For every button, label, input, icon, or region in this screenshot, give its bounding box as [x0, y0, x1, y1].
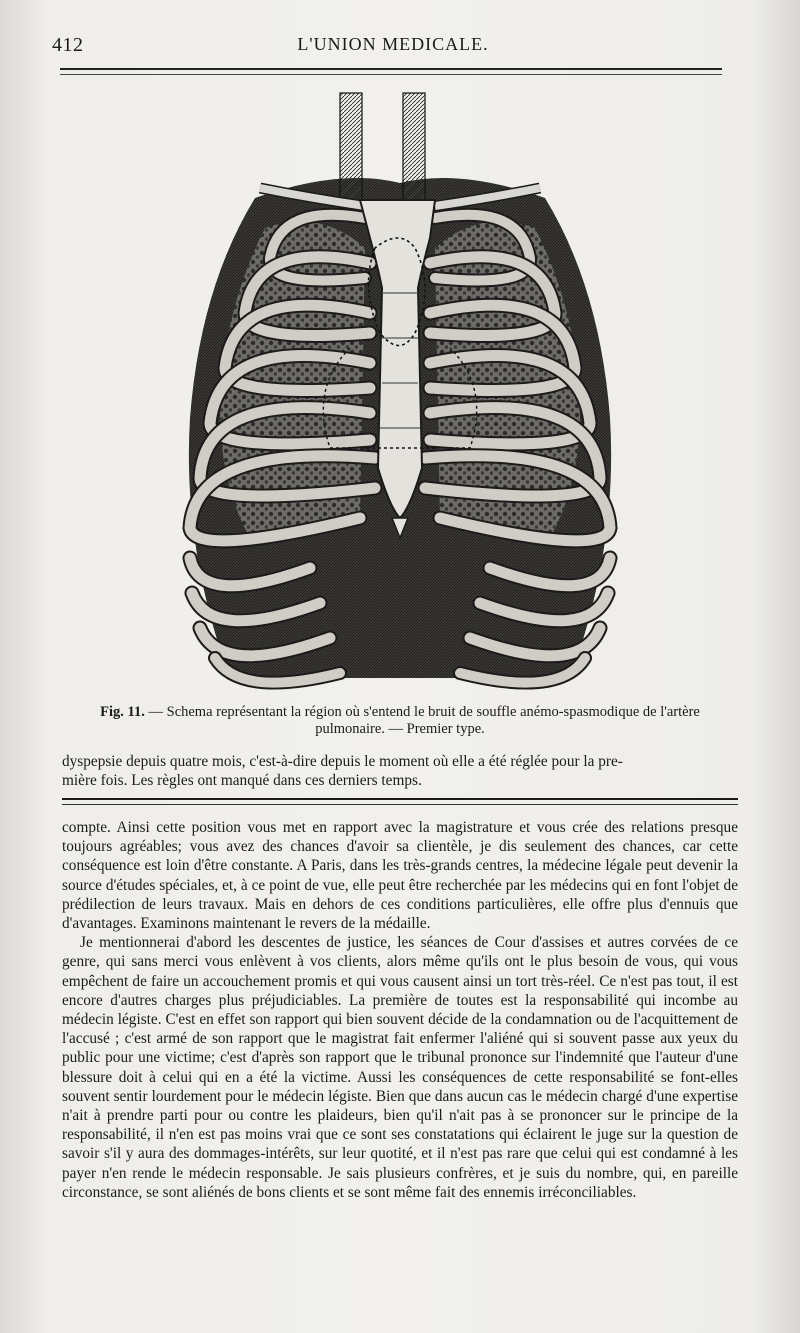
- section-divider-thin: [62, 804, 738, 805]
- case-continuation-paragraph: [62, 752, 738, 790]
- figure-caption: [80, 704, 720, 738]
- header-rule-thin: [60, 74, 722, 75]
- rib-cage-illustration: [160, 88, 640, 700]
- page-header: [48, 34, 738, 58]
- article-paragraph-1: compte. Ainsi cette position vous met en rapport avec la magistrature et vous crée des relations presque toujours agréables; vous avez des chances d'avoir sa clientèle, je dis seulement des chances, car cette conséquence est loin d'être constante. A Paris, dans les très-grands centres, la médecine légale peut devenir la source d'études spéciales, et, à ce point de vue, elle peut être recherchée par les médecins qui en font l'objet de prédilection de leurs travaux. Mais en dehors de ces conditions particulières, elle offre plus d'ennuis que d'avantages. Examinons maintenant le revers de la médaille.: [62, 819, 738, 933]
- page-number: 412: [52, 34, 84, 56]
- case-line-1: dyspepsie depuis quatre mois, c'est-à-dire depuis le moment où elle a été réglée pour la pre-: [62, 753, 623, 770]
- left-vessel: [340, 93, 362, 208]
- case-line-2: mière fois. Les règles ont manqué dans ces derniers temps.: [62, 772, 422, 790]
- article-paragraph-2: Je mentionnerai d'abord les descentes de justice, les séances de Cour d'assises et autres corvées de ce genre, qui sans merci vous enlèvent à vos clients, alors même qu'ils ont le plus besoin de vous, qui vous empêchent de faire un accouchement promis et qui vous causent ainsi un tort très-réel. Ce n'est pas tout, il est encore d'autres charges plus préjudiciables. La première de toutes est la responsabilité qui incombe au médecin légiste. C'est en effet son rapport qui bien souvent décide de la condamnation ou de l'acquittement de l'accusé ; c'est armé de son rapport que le magistrat fait enfermer l'aliéné qui si souvent passe aux yeux du public pour une victime; c'est d'après son rapport que le tribunal prononce sur l'indemnité que l'auteur d'une blessure doit à celui qui en a été la victime. Aussi les conséquences de cette responsabilité se font-elles souvent sentir lourdement pour le médecin légiste. Bien que dans aucun cas le médecin chargé d'une expertise n'ait à prendre parti pour ou contre les plaideurs, bien qu'il n'ait pas à se prononcer sur le principe de la responsabilité, il n'en est pas moins vrai que ce sont ses constatations qui éclairent le juge sur la question de savoir s'il y aura des dommages-intérêts, sur leur quotité, et il n'est pas rare que celui qui est condamné à les payer n'en rende le médecin responsable. Je sais plusieurs confrères, et je suis du nombre, qui, en pareille circonstance, se sont aliénés de bons clients et se sont même fait des ennemis irréconciliables.: [62, 934, 738, 1201]
- figure-label: Fig. 11.: [100, 704, 145, 720]
- header-rule: [60, 68, 722, 70]
- section-divider: [62, 798, 738, 800]
- figure-caption-text: — Schema représentant la région où s'entend le bruit de souffle anémo-spasmodique de l'artère pulmonaire. — Premier type.: [148, 704, 700, 737]
- rib-cage-engraving: [160, 88, 640, 700]
- right-vessel: [403, 93, 425, 208]
- main-article-text: [62, 818, 738, 1202]
- running-title: L'UNION MEDICALE.: [297, 34, 489, 54]
